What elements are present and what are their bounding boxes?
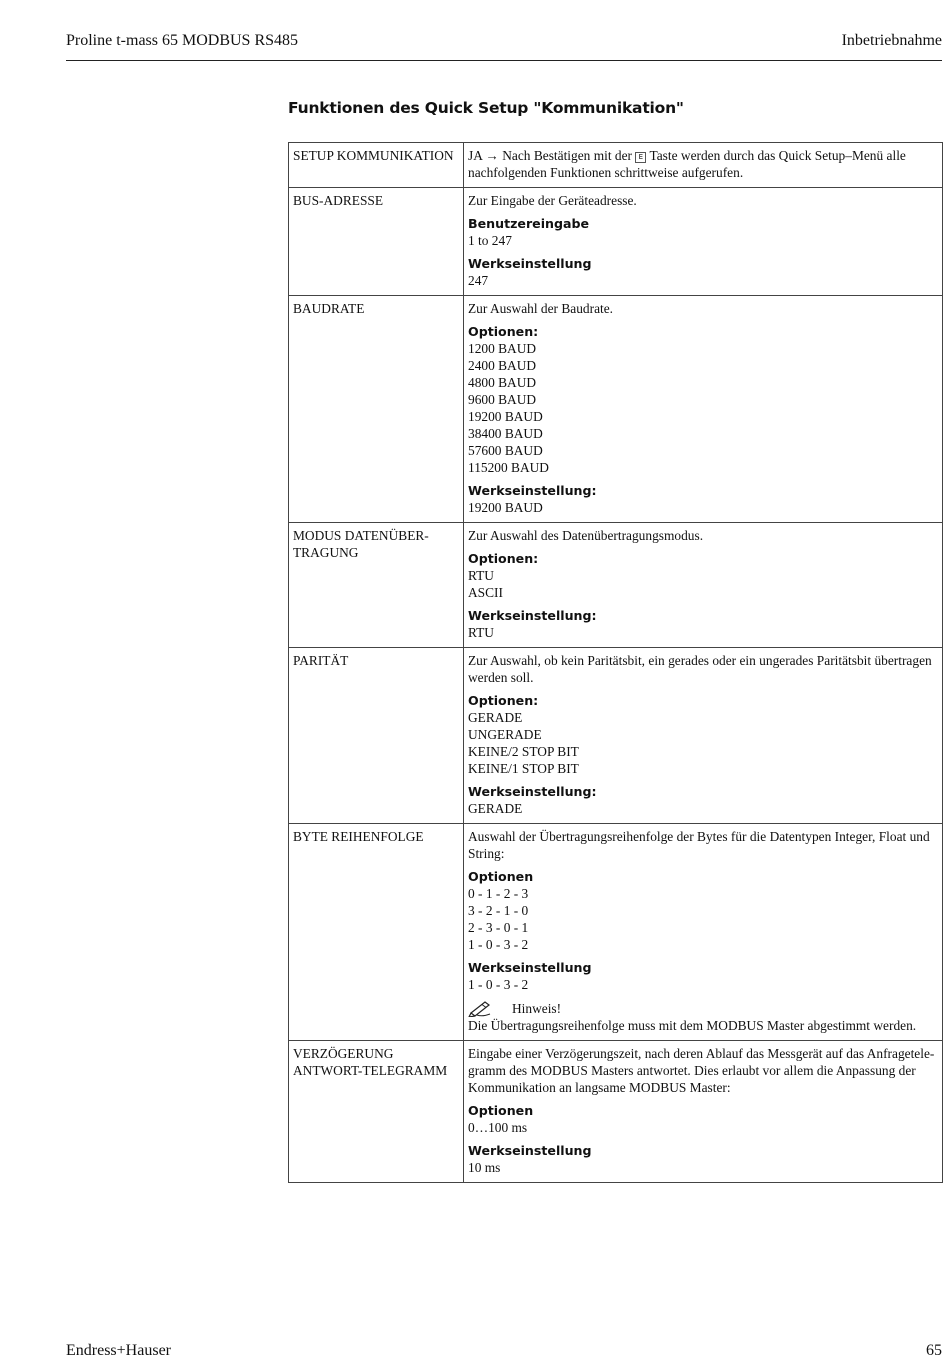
table-row xyxy=(289,188,943,296)
table-row xyxy=(289,523,943,648)
function-description xyxy=(464,824,943,1041)
pencil-icon xyxy=(468,999,494,1017)
function-description xyxy=(464,648,943,824)
function-table xyxy=(288,142,943,1183)
default-value: 19200 BAUD xyxy=(468,500,543,515)
option-value: RTU xyxy=(468,568,494,583)
function-description xyxy=(464,523,943,648)
option-value: 115200 BAUD xyxy=(468,460,549,475)
description-text: Zur Auswahl, ob kein Paritätsbit, ein gerades oder ein ungerades Paritätsbit übertragen werden soll. xyxy=(468,653,932,685)
function-name: VERZÖGERUNG ANTWORT-TELEGRAMM xyxy=(289,1041,464,1183)
footer-company: Endress+Hauser xyxy=(66,1342,171,1359)
option-value: 0…100 ms xyxy=(468,1120,528,1135)
default-value: 10 ms xyxy=(468,1160,501,1175)
option-value: GERADE xyxy=(468,710,523,725)
table-row xyxy=(289,648,943,824)
table-row xyxy=(289,824,943,1041)
function-description xyxy=(464,188,943,296)
function-name: PARITÄT xyxy=(289,648,464,824)
table-row xyxy=(289,143,943,188)
header-document-title: Proline t-mass 65 MODBUS RS485 xyxy=(66,32,299,49)
option-value: 57600 BAUD xyxy=(468,443,543,458)
default-value: RTU xyxy=(468,625,494,640)
default-label: Werkseinstellung: xyxy=(468,784,597,799)
function-description xyxy=(464,143,943,188)
description-text: JA → Nach Bestätigen mit der xyxy=(468,148,633,163)
option-value: 1200 BAUD xyxy=(468,341,537,356)
options-label: Optionen: xyxy=(468,693,539,708)
table-row xyxy=(289,296,943,523)
function-description xyxy=(464,1041,943,1183)
note-text: Die Übertragungsreihenfolge muss mit dem MODBUS Master abgestimmt werden. xyxy=(468,1018,917,1033)
default-label: Werkseinstellung xyxy=(468,256,592,271)
header-chapter-title: Inbetriebnahme xyxy=(841,32,942,49)
table-row xyxy=(289,1041,943,1183)
header-divider xyxy=(66,60,942,61)
option-value: 2 - 3 - 0 - 1 xyxy=(468,920,529,935)
option-value: 19200 BAUD xyxy=(468,409,543,424)
option-value: ASCII xyxy=(468,585,503,600)
default-value: GERADE xyxy=(468,801,523,816)
option-value: KEINE/1 STOP BIT xyxy=(468,761,579,776)
default-label: Werkseinstellung xyxy=(468,960,592,975)
function-name: BAUDRATE xyxy=(289,296,464,523)
option-value: 9600 BAUD xyxy=(468,392,537,407)
option-value: UNGERADE xyxy=(468,727,542,742)
option-value: 4800 BAUD xyxy=(468,375,537,390)
option-value: 1 to 247 xyxy=(468,233,512,248)
function-description xyxy=(464,296,943,523)
function-name: BYTE REIHENFOLGE xyxy=(289,824,464,1041)
description-text: Taste werden durch das Quick Setup–Menü alle nachfolgenden Funktionen schrittweise aufgerufen. xyxy=(468,148,906,180)
option-value: 2400 BAUD xyxy=(468,358,537,373)
function-name: SETUP KOMMUNIKATION xyxy=(289,143,464,188)
description-text: Zur Auswahl der Baudrate. xyxy=(468,301,614,316)
enter-key-icon: E xyxy=(635,152,646,163)
description-text: Zur Eingabe der Geräteadresse. xyxy=(468,193,637,208)
input-label: Benutzereingabe xyxy=(468,216,590,231)
note-title: Hinweis! xyxy=(512,1001,562,1016)
section-title: Funktionen des Quick Setup "Kommunikation" xyxy=(288,99,684,117)
options-label: Optionen xyxy=(468,869,534,884)
options-label: Optionen: xyxy=(468,324,539,339)
option-value: 1 - 0 - 3 - 2 xyxy=(468,937,529,952)
default-value: 247 xyxy=(468,273,489,288)
option-value: 38400 BAUD xyxy=(468,426,543,441)
options-label: Optionen: xyxy=(468,551,539,566)
default-label: Werkseinstellung: xyxy=(468,608,597,623)
function-name: BUS-ADRESSE xyxy=(289,188,464,296)
description-text: Zur Auswahl des Datenübertragungsmodus. xyxy=(468,528,704,543)
option-value: KEINE/2 STOP BIT xyxy=(468,744,579,759)
option-value: 3 - 2 - 1 - 0 xyxy=(468,903,529,918)
default-label: Werkseinstellung xyxy=(468,1143,592,1158)
description-text: Auswahl der Übertragungsreihenfolge der Bytes für die Datentypen Integer, Float und String: xyxy=(468,829,930,861)
function-name: MODUS DATENÜBER-TRAGUNG xyxy=(289,523,464,648)
default-value: 1 - 0 - 3 - 2 xyxy=(468,977,529,992)
note xyxy=(468,999,938,1034)
description-text: Eingabe einer Verzögerungszeit, nach deren Ablauf das Messgerät auf das Anfragetele-gramm des MODBUS Masters antwortet. Dies erlaubt vor allem die Anpassung der Kommunikation an langsame MODBUS Master: xyxy=(468,1046,935,1095)
page-number: 65 xyxy=(926,1342,942,1359)
option-value: 0 - 1 - 2 - 3 xyxy=(468,886,529,901)
default-label: Werkseinstellung: xyxy=(468,483,597,498)
options-label: Optionen xyxy=(468,1103,534,1118)
